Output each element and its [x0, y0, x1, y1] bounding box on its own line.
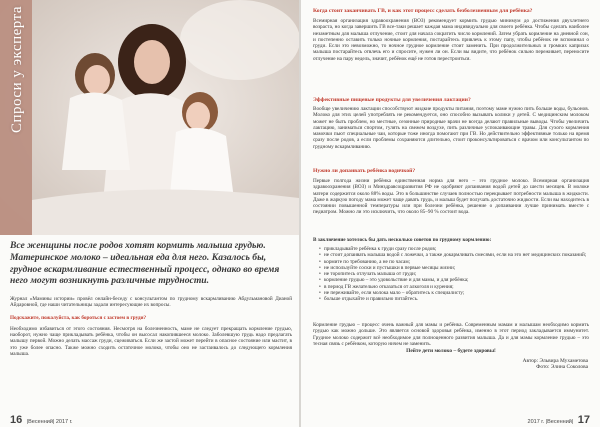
tip-item: • в период ГВ желательно отказаться от алкоголя и курения; [319, 284, 589, 290]
page-footer-left [10, 410, 72, 427]
tip-item: • не переживайте, если молока мало – обратитесь к специалисту; [319, 290, 589, 296]
photo-credit: Фото: Элина Соколова [536, 364, 588, 371]
issue-label-right: 2017 г. |Весенний| [527, 419, 574, 425]
mother-children-photo [0, 0, 299, 235]
issue-label: |Весенний| 2017 г. [26, 419, 73, 425]
author-credit: Автор: Эльвира Мухаметова [522, 358, 588, 364]
motto: Пейте дети молоко – будете здоровы! [406, 348, 496, 354]
tip-item: • не используйте соски и пустышки в первые месяцы жизни; [319, 265, 589, 271]
page-footer-right [528, 410, 590, 427]
tip-item: • не торопитесь отлучать малыша от груди; [319, 271, 589, 277]
answer-3: Вообще увеличению лактации способствуют жидкие продукты питания, поэтому маме нужно пить больше воды, бульонов. Молоко для этих целей употреблять не рекомендуется, оно способно вызывать колики у детей. С медицинским молоком может не быть проблем, но местные, сезонные природные врачи не всегда делают правильные выводы. Чтобы увеличить лактацию, заниматься спортом, гулять на свежем воздухе, пить различные успокаивающие травы. Для сухого кормления мамочки пьют специальные чаи, которые тоже иногда помогают при ГВ. Но действительно эффективные только на время сразу после родов, а если проблемы сохраняются длительно, стоит проконсультироваться с врачом или консультантом по грудному вскармливанию. [313, 106, 589, 150]
lead-paragraph: Все женщины после родов хотят кормить малыша грудью. Материнское молоко – идеальная еда для него. Казалось бы, грудное вскармливание естественный процесс, однако во время него могут возникнуть различные трудности. [10, 240, 280, 287]
tip-item: • больше отдыхайте и правильно питайтесь. [319, 296, 589, 302]
question-3: Эффективные пищевые продукты для увеличения лактации? [313, 97, 471, 103]
closing-paragraph: Кормление грудью – процесс очень важный для мамы и ребёнка. Современным мамам и малышам необходимо кормить грудью как можно дольше. Это является основой здоровья ребёнка, именно в этот период закладывается иммунитет. Грудное молоко содержит всё необходимое для полноценного развития малыша. Да и для мамы кормление грудью – это тесная связь с ребёнком, которую ничем не заменить. [313, 322, 589, 347]
right-page [301, 0, 600, 427]
tip-item: • кормление грудью – это удовольствие и для мамы, и для ребёнка; [319, 277, 589, 283]
tip-item: • не стоит допаивать малыша водой с ложечки, а также докармливать смесями, если на это нет медицинских показаний; [319, 252, 589, 258]
tip-item: • прикладывайте ребёнка к груди сразу после родов; [319, 246, 589, 252]
tips-heading: В заключение хотелось бы дать несколько советов по грудному кормлению: [313, 237, 492, 243]
question-1: Подскажите, пожалуйста, как бороться с застоем в груди? [10, 315, 147, 321]
section-label-tab [6, 4, 28, 134]
answer-1: Необходимо избавиться от этого состояния. Несмотря на болезненность, маме не следует прекращать кормление грудью, наоборот, нужно чаще прикладывать ребёнка, чтобы он высосал накопившееся молоко. Заболевшую грудь надо предлагать малышу первой. Можно делать массаж груди, сцеживаться. Если же застой может перейти в опасное состояние или мастит, в это уже более опасно. Также можно сходить остаточное молоко, чтобы оно не застаивалось до следующего кормления малыша. [10, 326, 292, 357]
answer-4: Первые полгода жизни ребёнка единственная норма для него – это грудное молоко. Всемирная организация здравоохранения (ВОЗ) и Минздравсоцразвития РФ не одобряют допаивания водой детей до шести месяцев. В молоке матери содержится около 88% воды. Это в большинстве случаев полностью перекрывает потребности малыша в жидкости. Даже в жаркую погоду мама может чаще давать грудь, и малыш будет получать достаточно жидкости. Если вы находитесь в состоянии повышенной температуры или при болезни ребёнка, решение о допаивании лучше принимать вместе с педиатром. Можно ли это исключить, что около 85–90 % состоит вода. [313, 178, 589, 216]
tip-item: • кормите по требованию, а не по часам; [319, 259, 589, 265]
question-4: Нужно ли допаивать ребёнка водичкой? [313, 168, 416, 174]
page-number-right: 17 [577, 414, 590, 426]
tips-list [313, 246, 589, 303]
question-2: Когда стоит заканчивать ГВ, и как этот процесс сделать безболезненным для ребёнка? [313, 8, 533, 14]
section-label: Спроси у эксперта [8, 5, 25, 133]
answer-2: Всемирная организация здравоохранения (ВОЗ) рекомендует кормить грудью минимум до достижения двухлетнего возраста, но когда завершить ГВ все-таки решает каждая мама индивидуально для своего ребёнка. Чтобы сделать наиболее незаметным для малыша отлучение, стоит для начала сократить число кормлений. Затем убрать кормление на дневной сон, и постепенно оставить только ночные кормления, постарайтесь привлечь к этому папу, чтобы ребёнок не вспоминал о груди. Если это невозможно, то ночное грудное кормление стоит заменить. При продолжительных и громких капризах малыша постарайтесь отвлечь его и спросите, нужен ли он. Если вы видите, что ребёнок сильно переживает, переносите отлучение на пару недель, значит, ребёнок ещё не готов перестроиться. [313, 18, 589, 62]
page-number: 16 [10, 414, 23, 426]
intro-paragraph: Журнал «Мамины истории» провёл онлайн-беседу с консультантом по грудному вскармливанию Абдульмановой Дианой Айдаровной, где наши читательницы задали интересующие их вопросы. [10, 296, 292, 309]
left-page [0, 0, 299, 427]
credits [523, 358, 588, 371]
cover-photo [0, 0, 299, 235]
